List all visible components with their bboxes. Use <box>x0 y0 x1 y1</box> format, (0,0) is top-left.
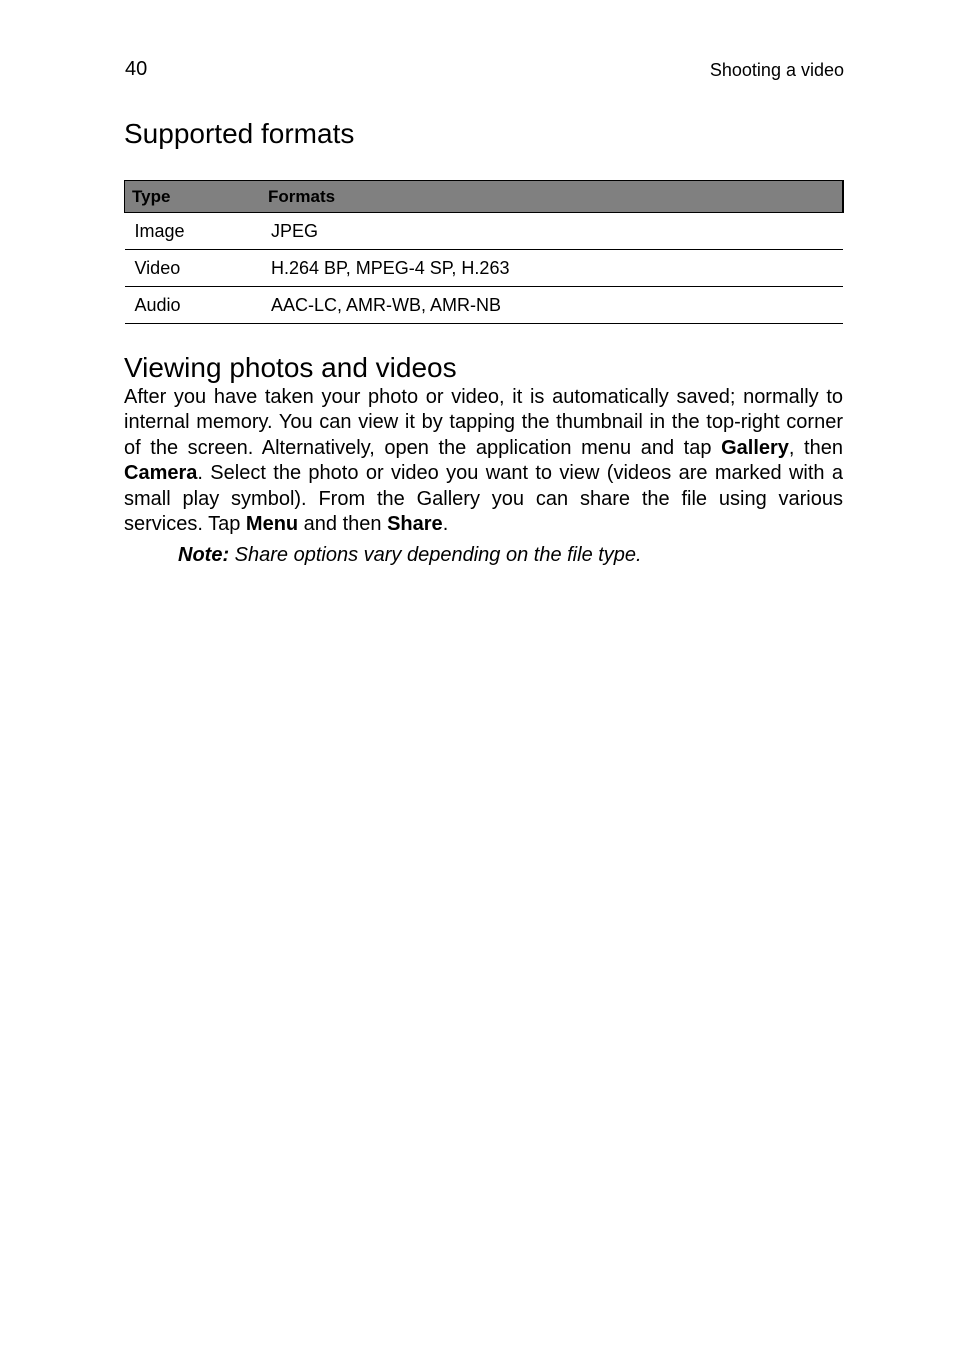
gallery-term: Gallery <box>721 436 789 459</box>
para-text: . Select the photo or video you want to view (videos are marked with a small play symbol). From the Gallery you can share the file using various services. Tap <box>124 462 843 536</box>
table-row <box>125 213 844 250</box>
column-header-type: Type <box>125 181 262 213</box>
cell-formats: JPEG <box>261 213 843 250</box>
column-header-formats: Formats <box>261 181 843 213</box>
section-title-supported-formats: Supported formats <box>124 118 355 149</box>
table-header-row <box>125 181 844 213</box>
para-text: and then <box>298 513 388 536</box>
cell-type: Audio <box>125 287 262 324</box>
menu-term: Menu <box>245 513 299 536</box>
cell-formats: AAC-LC, AMR-WB, AMR-NB <box>261 287 843 324</box>
para-text: After you have taken your photo or video, it is automatically saved; normally to internal memory. You can view it by tapping the thumbnail in the top-right corner of the screen. Alternatively, open the application menu and tap <box>124 386 843 459</box>
cell-type: Image <box>125 213 262 250</box>
note-label: Note: <box>178 544 230 566</box>
page-number: 40 <box>125 58 148 80</box>
note-text: Share options vary depending on the file type. <box>229 544 642 566</box>
para-text: . <box>442 513 449 536</box>
table-row <box>125 287 844 324</box>
cell-type: Video <box>125 250 262 287</box>
camera-term: Camera <box>124 462 198 485</box>
note <box>178 543 642 568</box>
running-header: Shooting a video <box>709 60 844 80</box>
section-title-viewing: Viewing photos and videos <box>124 352 457 383</box>
para-text: , then <box>788 436 843 459</box>
table-row <box>125 250 844 287</box>
share-term: Share <box>387 513 443 536</box>
formats-table <box>124 180 844 324</box>
cell-formats: H.264 BP, MPEG-4 SP, H.263 <box>261 250 843 287</box>
viewing-paragraph <box>124 385 843 537</box>
